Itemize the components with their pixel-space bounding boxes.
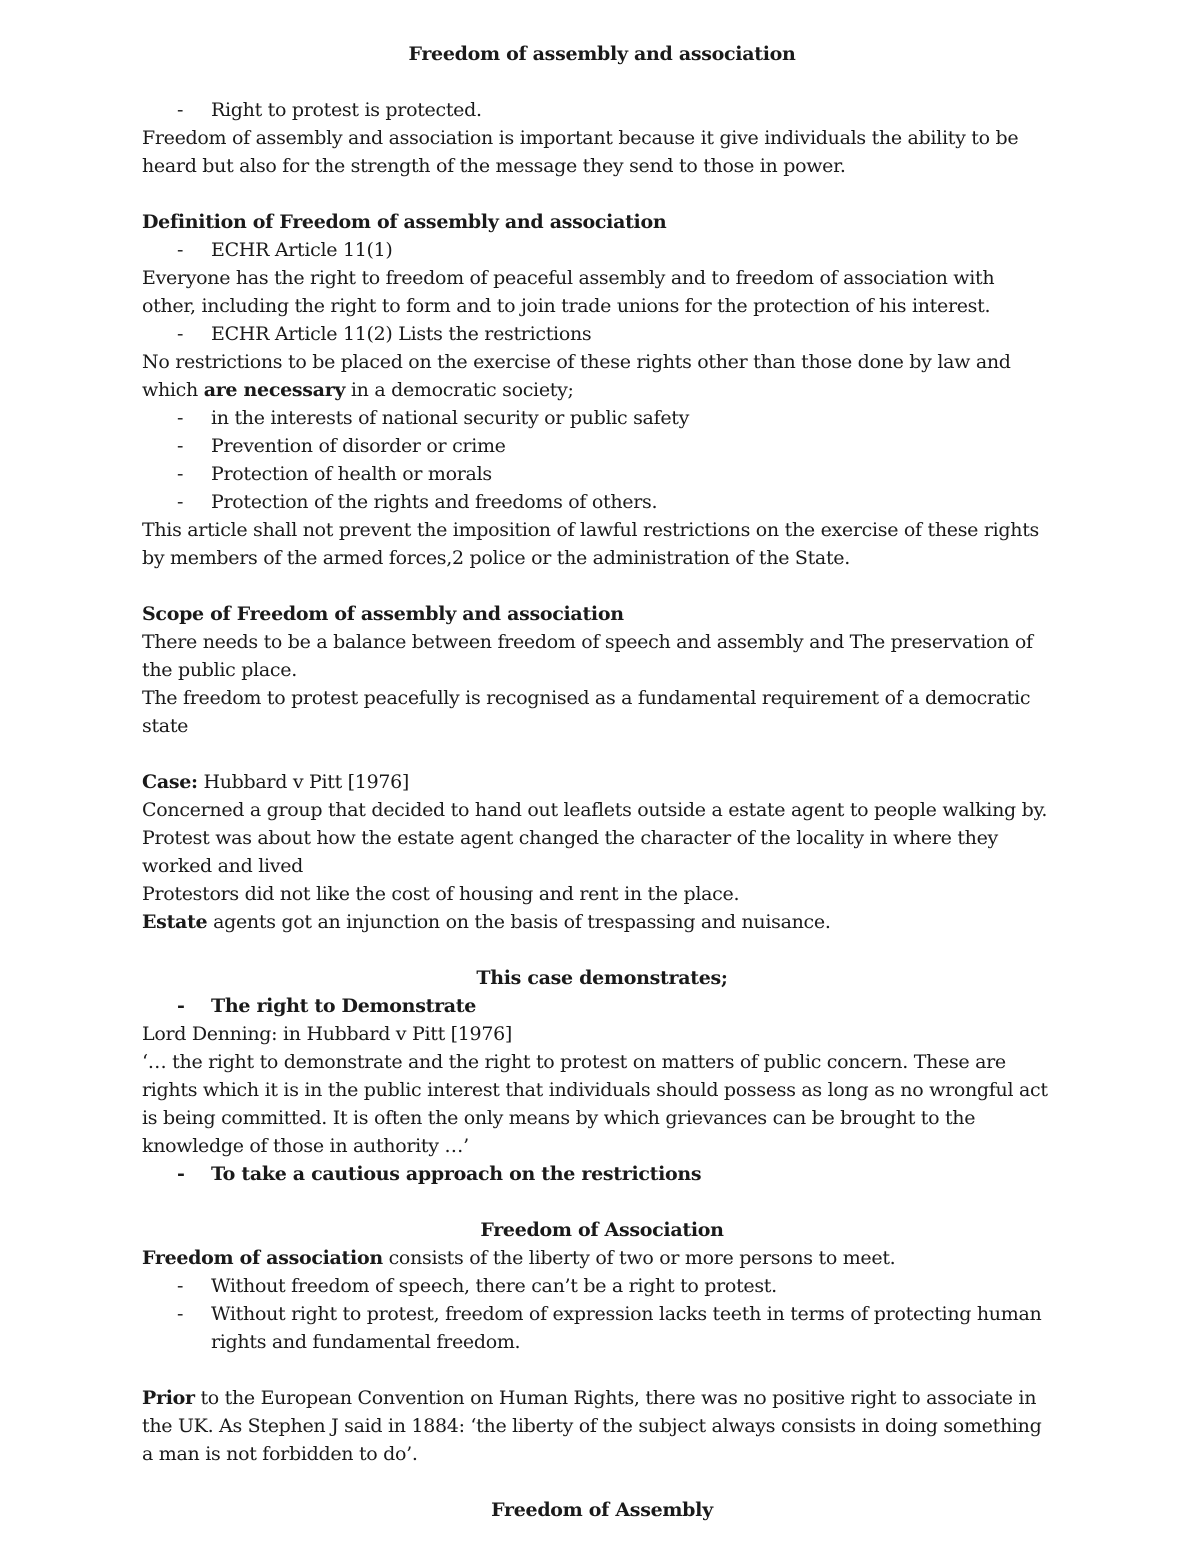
restriction-list-item: - Prevention of disorder or crime (142, 432, 1062, 460)
association-heading: Freedom of Association (480, 1219, 724, 1241)
quote-line: ‘… the right to demonstrate and the right to protest on matters of public concern. These are (142, 1051, 1006, 1073)
emphasis: Freedom of association (142, 1247, 383, 1269)
emphasis: Estate (142, 911, 208, 933)
association-bullet-continuation: rights and fundamental freedom. (211, 1331, 521, 1353)
scope-heading: Scope of Freedom of assembly and association (142, 603, 624, 625)
emphasis: Prior (142, 1387, 195, 1409)
bullet-dash: - (177, 323, 184, 345)
case-paragraph-line: Protest was about how the estate agent changed the character of the locality in where they (142, 827, 998, 849)
case-paragraph-line: Protestors did not like the cost of housing and rent in the place. (142, 883, 740, 905)
scope-paragraph-line: state (142, 715, 189, 737)
emphasis: are necessary (203, 379, 346, 401)
scope-paragraph-line: There needs to be a balance between freedom of speech and assembly and The preservation of (142, 631, 1033, 653)
quote-line: is being committed. It is often the only means by which grievances can be brought to the (142, 1107, 976, 1129)
bullet-dash: - (177, 239, 184, 261)
definition-paragraph-line: other, including the right to form and to join trade unions for the protection of his interest. (142, 295, 991, 317)
bullet-dash: - (177, 1163, 185, 1185)
association-paragraph-line: Freedom of association consists of the liberty of two or more persons to meet. (142, 1247, 896, 1269)
spacer (142, 180, 1062, 208)
case-paragraph-line: Concerned a group that decided to hand out leaflets outside a estate agent to people walking by. (142, 799, 1048, 821)
bullet-dash: - (177, 1303, 184, 1325)
demonstrates-bullet: - To take a cautious approach on the restrictions (142, 1160, 1062, 1188)
association-bullet: - Without right to protest, freedom of expression lacks teeth in terms of protecting human (142, 1300, 1062, 1328)
definition-paragraph-line: by members of the armed forces,2 police or the administration of the State. (142, 547, 850, 569)
intro-paragraph-line: Freedom of assembly and association is important because it give individuals the ability to be (142, 127, 1019, 149)
quote-line: knowledge of those in authority …’ (142, 1135, 469, 1157)
association-paragraph-line: Prior to the European Convention on Human Rights, there was no positive right to associate in (142, 1387, 1037, 1409)
bullet-dash: - (177, 99, 184, 121)
definition-paragraph-line: No restrictions to be placed on the exercise of these rights other than those done by law and (142, 351, 1011, 373)
case-name: Hubbard v Pitt [1976] (197, 771, 410, 793)
case-paragraph-line: Estate agents got an injunction on the basis of trespassing and nuisance. (142, 911, 831, 933)
demonstrates-bullet: - The right to Demonstrate (142, 992, 1062, 1020)
bullet-dash: - (177, 463, 184, 485)
definition-paragraph-line: This article shall not prevent the imposition of lawful restrictions on the exercise of these rights (142, 519, 1040, 541)
definition-paragraph-line: Everyone has the right to freedom of peaceful assembly and to freedom of association with (142, 267, 995, 289)
spacer (142, 1188, 1062, 1216)
bullet-dash: - (177, 1275, 184, 1297)
intro-bullet: - Right to protest is protected. (142, 96, 1062, 124)
spacer (142, 1468, 1062, 1496)
spacer (142, 572, 1062, 600)
bullet-dash: - (177, 491, 184, 513)
bullet-dash: - (177, 407, 184, 429)
definition-bullet: - ECHR Article 11(1) (142, 236, 1062, 264)
intro-paragraph-line: heard but also for the strength of the message they send to those in power. (142, 155, 846, 177)
association-paragraph-line: a man is not forbidden to do’. (142, 1443, 418, 1465)
document-page (142, 40, 1062, 1524)
spacer (142, 936, 1062, 964)
quote-attribution: Lord Denning: in Hubbard v Pitt [1976] (142, 1023, 513, 1045)
spacer (142, 740, 1062, 768)
scope-paragraph-line: the public place. (142, 659, 297, 681)
document-title: Freedom of assembly and association (408, 43, 796, 65)
definition-paragraph-line: which are necessary in a democratic society; (142, 379, 574, 401)
quote-line: rights which it is in the public interest that individuals should possess as long as no wrongful act (142, 1079, 1048, 1101)
association-bullet: - Without freedom of speech, there can’t be a right to protest. (142, 1272, 1062, 1300)
case-label: Case: (142, 771, 198, 793)
assembly-heading: Freedom of Assembly (491, 1499, 713, 1521)
restriction-list-item: - in the interests of national security or public safety (142, 404, 1062, 432)
definition-bullet: - ECHR Article 11(2) Lists the restrictions (142, 320, 1062, 348)
bullet-dash: - (177, 435, 184, 457)
definition-heading: Definition of Freedom of assembly and association (142, 211, 667, 233)
spacer (142, 68, 1062, 96)
case-paragraph-line: worked and lived (142, 855, 304, 877)
restriction-list-item: - Protection of the rights and freedoms of others. (142, 488, 1062, 516)
restriction-list-item: - Protection of health or morals (142, 460, 1062, 488)
case-title (142, 768, 1062, 796)
scope-paragraph-line: The freedom to protest peacefully is recognised as a fundamental requirement of a democratic (142, 687, 1031, 709)
bullet-dash: - (177, 995, 185, 1017)
association-paragraph-line: the UK. As Stephen J said in 1884: ‘the liberty of the subject always consists in doing something (142, 1415, 1042, 1437)
demonstrates-heading: This case demonstrates; (476, 967, 728, 989)
spacer (142, 1356, 1062, 1384)
